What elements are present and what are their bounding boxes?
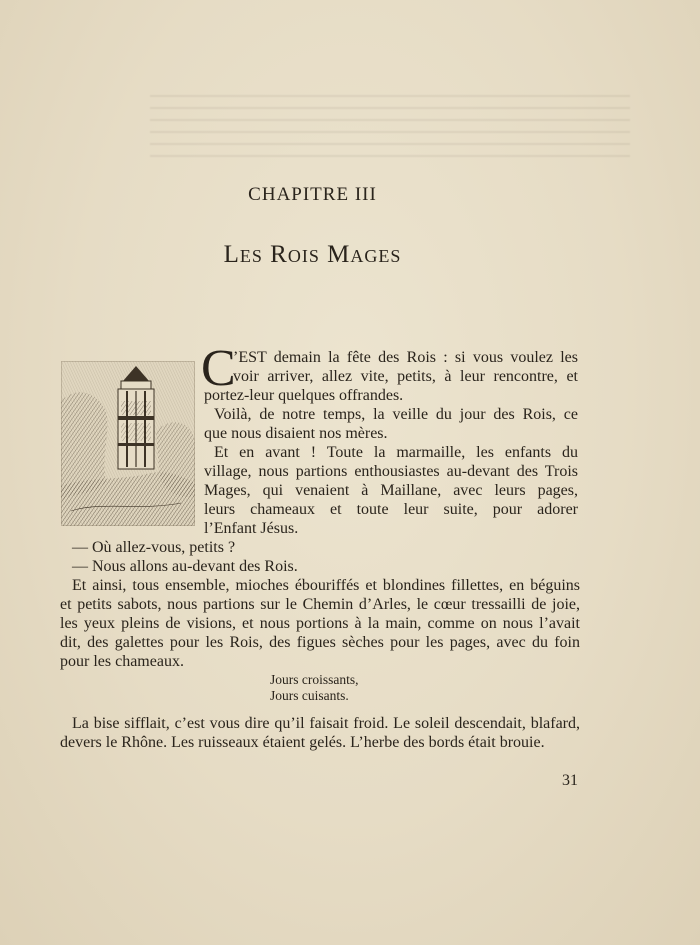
verse [270, 672, 359, 703]
paragraph-line: devers le Rhône. Les ruisseaux étaient gelés. L’herbe des bords était brouie. [60, 734, 545, 751]
paragraph-line: leurs chameaux et toute leur suite, pour adorer [204, 501, 578, 518]
engraving-illustration [61, 361, 195, 526]
paragraph-line: pour les chameaux. [60, 653, 184, 670]
paragraph-line: que nous disaient nos mères. [204, 425, 388, 442]
paragraph-line: Mages, qui venaient à Maillane, avec leurs pages, [204, 482, 578, 499]
paragraph-line: dit, des galettes pour les Rois, des figues sèches pour les pages, avec du foin [60, 634, 580, 651]
drop-cap: C [201, 340, 236, 397]
paragraph-line: La bise sifflait, c’est vous dire qu’il faisait froid. Le soleil descendait, blafard, [72, 715, 580, 732]
chapter-heading: CHAPITRE III [248, 184, 377, 205]
paragraph-line: Et en avant ! Toute la marmaille, les enfants du [214, 444, 578, 461]
paragraph-line: Et ainsi, tous ensemble, mioches ébouriffés et blondines fillettes, en béguins [72, 577, 580, 594]
paragraph-line: portez-leur quelques offrandes. [204, 387, 404, 404]
verse-line: Jours cuisants. [270, 687, 349, 703]
chapter-title: Les Rois Mages [223, 241, 402, 268]
paragraph-line: et petits sabots, nous partions sur le Chemin d’Arles, le cœur tressailli de joie, [60, 596, 580, 613]
dialogue-line: — Nous allons au-devant des Rois. [72, 558, 298, 575]
paragraph-line: les yeux pleins de visions, et nous portions à la main, comme on nous l’avait [60, 615, 580, 632]
show-through-text [150, 85, 630, 175]
paragraph-line: l’Enfant Jésus. [204, 520, 299, 537]
page-number: 31 [562, 772, 578, 789]
dialogue-line: — Où allez-vous, petits ? [72, 539, 236, 556]
paragraph-line: Voilà, de notre temps, la veille du jour des Rois, ce [214, 406, 578, 423]
paragraph-line: voir arriver, allez vite, petits, à leur rencontre, et [233, 368, 578, 385]
paragraph-line: village, nous partions enthousiastes au-devant des Trois [204, 463, 578, 480]
paragraph-line: ’EST demain la fête des Rois : si vous voulez les [233, 349, 578, 366]
verse-line: Jours croissants, [270, 672, 359, 687]
